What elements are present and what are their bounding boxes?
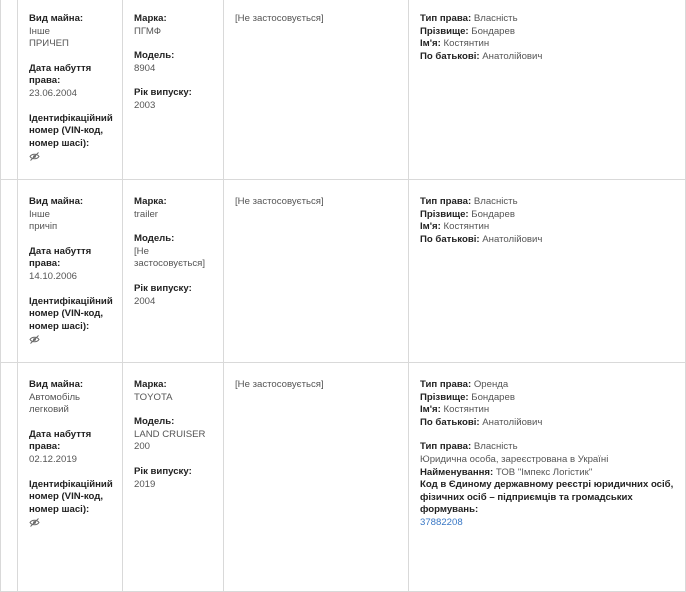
year-value: 2003 — [134, 99, 156, 111]
right-type-value: Оренда — [473, 379, 509, 390]
hidden-eye-icon[interactable] — [29, 152, 40, 166]
model-label: Модель: — [134, 416, 175, 428]
right-type-label: Тип права: — [420, 379, 472, 390]
patronymic-label: По батькові: — [420, 416, 480, 428]
acquisition-date-value: 23.06.2004 — [29, 87, 78, 99]
brand-label: Марка: — [134, 379, 167, 390]
acquisition-date-label: Дата набуття права: — [29, 62, 92, 87]
table-row — [1, 363, 686, 592]
right-type-value: Власність — [473, 13, 518, 24]
property-type-cell — [18, 180, 123, 363]
patronymic-label: По батькові: — [420, 233, 480, 245]
vehicle-details-cell — [123, 0, 224, 180]
surname-value: Бондарев — [471, 208, 515, 220]
patronymic-label: По батькові: — [420, 50, 480, 62]
patronymic-value: Анатолійович — [482, 233, 543, 245]
cost-value: [Не застосовується] — [235, 196, 324, 207]
model-value: [Не застосовується] — [134, 245, 206, 270]
surname-value: Бондарев — [471, 25, 515, 37]
property-type-line1: Інше — [29, 25, 50, 37]
cost-value: [Не застосовується] — [235, 379, 324, 390]
name-value: Костянтин — [443, 38, 490, 50]
table-row — [1, 0, 686, 180]
property-type-line2: причіп — [29, 221, 58, 233]
naming-label: Найменування: — [420, 466, 494, 478]
table-row — [1, 180, 686, 363]
brand-label: Марка: — [134, 196, 167, 207]
year-label: Рік випуску: — [134, 465, 192, 477]
right-type-label: Тип права: — [420, 441, 472, 453]
patronymic-value: Анатолійович — [482, 416, 543, 428]
owner-cell — [409, 0, 686, 180]
right-type-label: Тип права: — [420, 13, 472, 24]
name-label: Ім'я: — [420, 38, 441, 50]
name-value: Костянтин — [443, 404, 490, 416]
row-spacer-cell — [1, 363, 18, 592]
brand-value: TOYOTA — [134, 391, 173, 403]
right-type-value: Власність — [473, 441, 518, 453]
property-type-line1: Автомобіль — [29, 391, 81, 403]
naming-value: ТОВ "Імпекс Логістик" — [495, 466, 593, 478]
edr-code-link[interactable]: 37882208 — [420, 516, 463, 528]
cost-cell — [224, 363, 409, 592]
model-label: Модель: — [134, 233, 175, 245]
property-type-cell — [18, 0, 123, 180]
property-type-label: Вид майна: — [29, 379, 84, 390]
cost-value: [Не застосовується] — [235, 13, 324, 24]
property-type-line1: Інше — [29, 208, 50, 220]
hidden-eye-icon[interactable] — [29, 335, 40, 349]
vehicle-details-cell — [123, 363, 224, 592]
acquisition-date-label: Дата набуття права: — [29, 245, 92, 270]
surname-label: Прізвище: — [420, 25, 469, 37]
property-type-line2: ПРИЧЕП — [29, 38, 69, 50]
hidden-eye-icon[interactable] — [29, 518, 40, 532]
surname-label: Прізвище: — [420, 208, 469, 220]
year-label: Рік випуску: — [134, 282, 192, 294]
surname-value: Бондарев — [471, 391, 515, 403]
row-spacer-cell — [1, 0, 18, 180]
owner-cell — [409, 363, 686, 592]
cost-cell — [224, 180, 409, 363]
acquisition-date-label: Дата набуття права: — [29, 428, 92, 453]
entity-type-value: Юридична особа, зареєстрована в Україні — [420, 453, 609, 465]
surname-label: Прізвище: — [420, 391, 469, 403]
property-type-line2: легковий — [29, 404, 69, 416]
right-type-label: Тип права: — [420, 196, 472, 207]
model-value: 8904 — [134, 62, 156, 74]
row-spacer-cell — [1, 180, 18, 363]
acquisition-date-value: 14.10.2006 — [29, 270, 78, 282]
brand-label: Марка: — [134, 13, 167, 24]
name-value: Костянтин — [443, 221, 490, 233]
year-label: Рік випуску: — [134, 87, 192, 99]
year-value: 2019 — [134, 478, 156, 490]
owner-cell — [409, 180, 686, 363]
vin-label: Ідентифікаційний номер (VIN-код, номер шасі): — [29, 112, 113, 149]
vin-label: Ідентифікаційний номер (VIN-код, номер шасі): — [29, 478, 113, 515]
property-type-label: Вид майна: — [29, 196, 84, 207]
brand-value: ПГМФ — [134, 25, 162, 37]
brand-value: trailer — [134, 208, 158, 220]
edr-code-label: Код в Єдиному державному реєстрі юридичних осіб, фізичних осіб – підприємців та громадських формувань: — [420, 479, 674, 516]
name-label: Ім'я: — [420, 221, 441, 233]
property-type-label: Вид майна: — [29, 13, 84, 24]
right-type-value: Власність — [473, 196, 518, 207]
model-label: Модель: — [134, 50, 175, 62]
cost-cell — [224, 0, 409, 180]
model-value: LAND CRUISER 200 — [134, 428, 206, 453]
vehicle-details-cell — [123, 180, 224, 363]
acquisition-date-value: 02.12.2019 — [29, 453, 78, 465]
name-label: Ім'я: — [420, 404, 441, 416]
year-value: 2004 — [134, 295, 156, 307]
patronymic-value: Анатолійович — [482, 50, 543, 62]
property-type-cell — [18, 363, 123, 592]
vin-label: Ідентифікаційний номер (VIN-код, номер шасі): — [29, 295, 113, 332]
